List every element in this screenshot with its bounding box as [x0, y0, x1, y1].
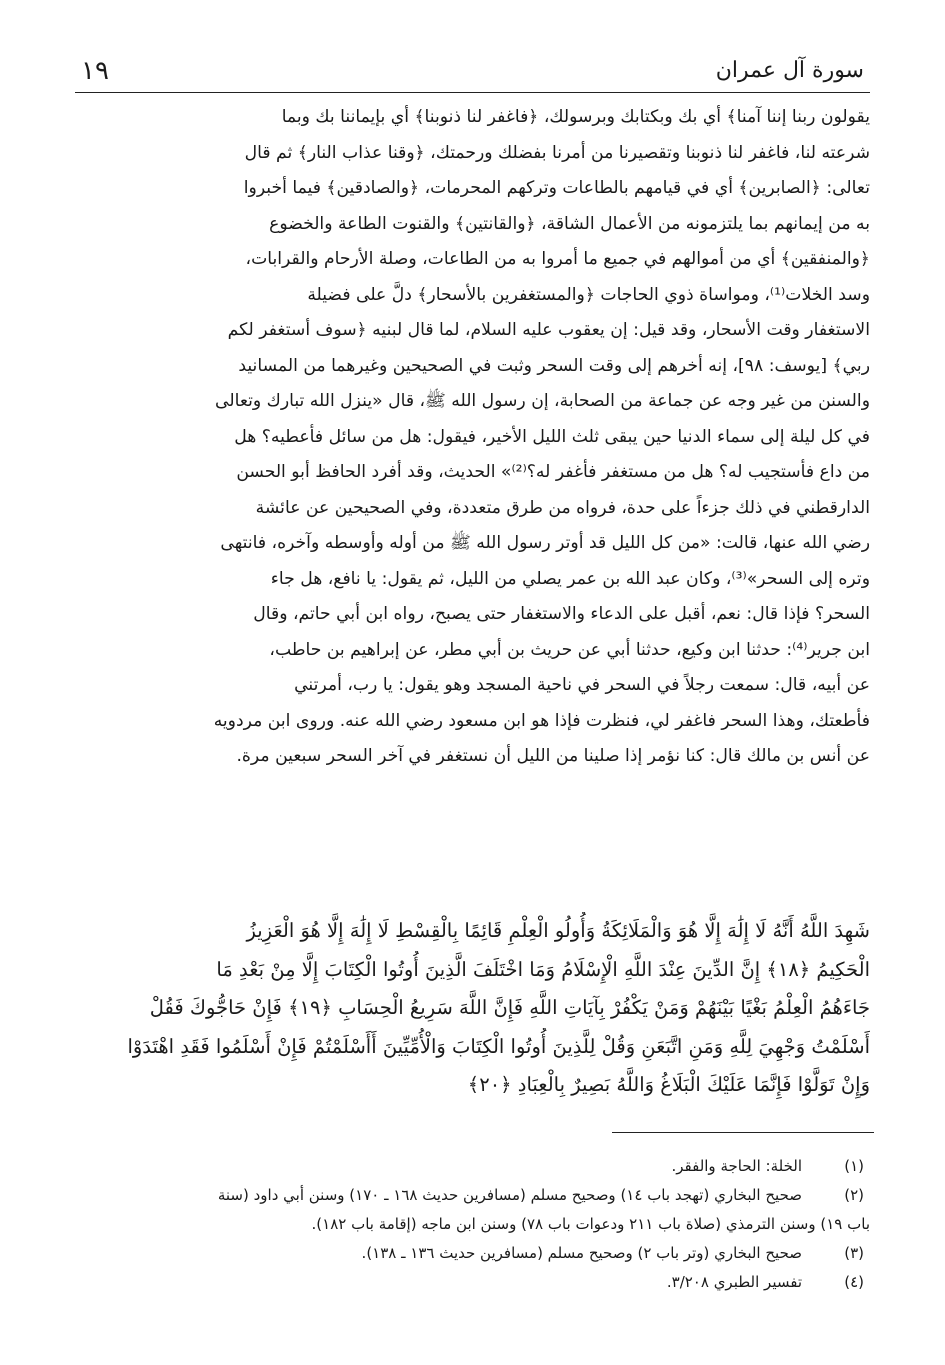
- footnote-continuation: [75, 1210, 870, 1239]
- page-number: ١٩: [81, 56, 109, 86]
- commentary-line: من داع فأستجيب له؟ هل من مستغفر فأغفر له؟⁽²⁾» الحديث، وقد أفرد الحافظ أبو الحسن: [236, 462, 870, 482]
- page-header: [75, 52, 870, 93]
- footnote: [75, 1152, 870, 1181]
- footnote-line: باب ١٩) وسنن الترمذي (صلاة باب ٢١١ ودعوات باب ٧٨) وسنن ابن ماجه (إقامة باب ١٨٢).: [311, 1215, 870, 1233]
- commentary-line: عن أبيه، قال: سمعت رجلاً في السحر في ناحية المسجد وهو يقول: يا رب، أمرتني: [294, 675, 870, 695]
- commentary-line: رضي الله عنها، قالت: «من كل الليل قد أوتر رسول الله ﷺ من أوله وأوسطه وآخره، فانتهى: [220, 533, 870, 553]
- commentary-line: ربي﴾ [يوسف: ٩٨]، إنه أخرهم إلى وقت السحر وثبت في الصحيحين وغيرهما من المسانيد: [238, 355, 870, 376]
- commentary-line: السحر؟ فإذا قال: نعم، أقبل على الدعاء والاستغفار حتى يصبح، رواه ابن أبي حاتم، وقال: [253, 604, 870, 624]
- footnote-number: (٢): [844, 1186, 864, 1204]
- footnotes: [75, 1152, 870, 1297]
- footnote: [75, 1268, 870, 1297]
- commentary-line: يقولون ربنا إننا آمنا﴾ أي بك وبكتابك وبرسولك، ﴿فاغفر لنا ذنوبنا﴾ أي بإيماننا بك وبما: [281, 107, 870, 127]
- footnote-number: (٤): [844, 1273, 864, 1291]
- verse-line: جَاءَهُمُ الْعِلْمُ بَغْيًا بَيْنَهُمْ وَمَنْ يَكْفُرْ بِآيَاتِ اللَّهِ فَإِنَّ اللَّهَ سَرِيعُ الْحِسَابِ ﴿١٩﴾ فَإِنْ حَاجُّوكَ فَقُلْ: [149, 996, 870, 1019]
- commentary-line: في كل ليلة إلى سماء الدنيا حين يبقى ثلث الليل الأخير، فيقول: هل من سائل فأعطيه؟ هل: [234, 426, 870, 447]
- commentary-line: الدارقطني في ذلك جزءاً على حدة، فرواه من طرق متعددة، وفي الصحيحين عن عائشة: [255, 497, 870, 518]
- verse-line: شَهِدَ اللَّهُ أَنَّهُ لَا إِلَٰهَ إِلَّا هُوَ وَالْمَلَائِكَةُ وَأُولُو الْعِلْمِ قَائِمًا بِالْقِسْطِ لَا إِلَٰهَ إِلَّا هُوَ الْعَزِيزُ: [246, 919, 870, 942]
- commentary-line: والسنن من غير وجه عن جماعة من الصحابة، إن رسول الله ﷺ، قال «ينزل الله تبارك وتعالى: [215, 391, 870, 411]
- commentary-line: وسد الخلات⁽¹⁾، ومواساة ذوي الحاجات ﴿والمستغفرين بالأسحار﴾ دلَّ على فضيلة: [307, 284, 870, 305]
- commentary-line: فأطعتك، وهذا السحر فاغفر لي، فنظرت فإذا هو ابن مسعود رضي الله عنه. وروى ابن مردويه: [213, 710, 870, 731]
- footnote-text: تفسير الطبري ٣/٢٠٨.: [666, 1273, 802, 1291]
- footnote-line: صحيح البخاري (تهجد باب ١٤) وصحيح مسلم (مسافرين حديث ١٦٨ ـ ١٧٠) وسنن أبي داود (سنة: [217, 1186, 802, 1204]
- footnote-number: (٣): [844, 1244, 864, 1262]
- verse-line: أَسْلَمْتُ وَجْهِيَ لِلَّهِ وَمَنِ اتَّبَعَنِ وَقُلْ لِلَّذِينَ أُوتُوا الْكِتَابَ وَالْأُمِّيِّينَ أَأَسْلَمْتُمْ فَإِنْ أَسْلَمُوا فَقَدِ اهْتَدَوْا: [127, 1034, 870, 1058]
- commentary-line: الاستغفار وقت الأسحار، وقد قيل: إن يعقوب عليه السلام، لما قال لبنيه ﴿سوف أستغفر لكم: [227, 320, 870, 340]
- quran-verses: [75, 912, 870, 1105]
- commentary-line: وتره إلى السحر»⁽³⁾، وكان عبد الله بن عمر يصلي من الليل، ثم يقول: يا نافع، هل جاء: [270, 568, 870, 589]
- surah-title: سورة آل عمران: [715, 58, 864, 83]
- commentary-line: عن أنس بن مالك قال: كنا نؤمر إذا صلينا من الليل أن نستغفر في آخر السحر سبعين مرة.: [236, 746, 870, 766]
- commentary-line: به من إيمانهم بما يلتزمونه من الأعمال الشاقة، ﴿والقانتين﴾ والقنوت الطاعة والخضوع: [269, 213, 870, 234]
- footnote: [75, 1239, 870, 1268]
- footnote-text: الخلة: الحاجة والفقر.: [671, 1157, 802, 1175]
- commentary-line: ابن جرير⁽⁴⁾: حدثنا ابن وكيع، حدثنا أبي عن حريث بن أبي مطر، عن إبراهيم بن حاطب،: [269, 639, 870, 660]
- footnote-text: [75, 1181, 802, 1210]
- commentary-line: شرعته لنا، فاغفر لنا ذنوبنا وتقصيرنا من أمرنا بفضلك ورحمتك، ﴿وقنا عذاب النار﴾ ثم قال: [244, 142, 870, 163]
- footnote-text: صحيح البخاري (وتر باب ٢) وصحيح مسلم (مسافرين حديث ١٣٦ ـ ١٣٨).: [361, 1244, 802, 1262]
- verse-line: وَإِنْ تَوَلَّوْا فَإِنَّمَا عَلَيْكَ الْبَلَاغُ وَاللَّهُ بَصِيرٌ بِالْعِبَادِ ﴿٢٠﴾: [467, 1073, 870, 1096]
- commentary-line: ﴿والمنفقين﴾ أي من أموالهم في جميع ما أمروا به من الطاعات، وصلة الأرحام والقرابات،: [245, 249, 870, 269]
- commentary-line: تعالى: ﴿الصابرين﴾ أي في قيامهم بالطاعات وتركهم المحرمات، ﴿والصادقين﴾ فيما أخبروا: [243, 178, 870, 198]
- footnote: [75, 1181, 870, 1210]
- commentary-text: [75, 100, 870, 775]
- verse-line: الْحَكِيمُ ﴿١٨﴾ إِنَّ الدِّينَ عِنْدَ اللَّهِ الْإِسْلَامُ وَمَا اخْتَلَفَ الَّذِينَ أُوتُوا الْكِتَابَ إِلَّا مِنْ بَعْدِ مَا: [216, 957, 870, 981]
- footnote-separator: [612, 1132, 874, 1133]
- footnote-number: (١): [844, 1157, 864, 1175]
